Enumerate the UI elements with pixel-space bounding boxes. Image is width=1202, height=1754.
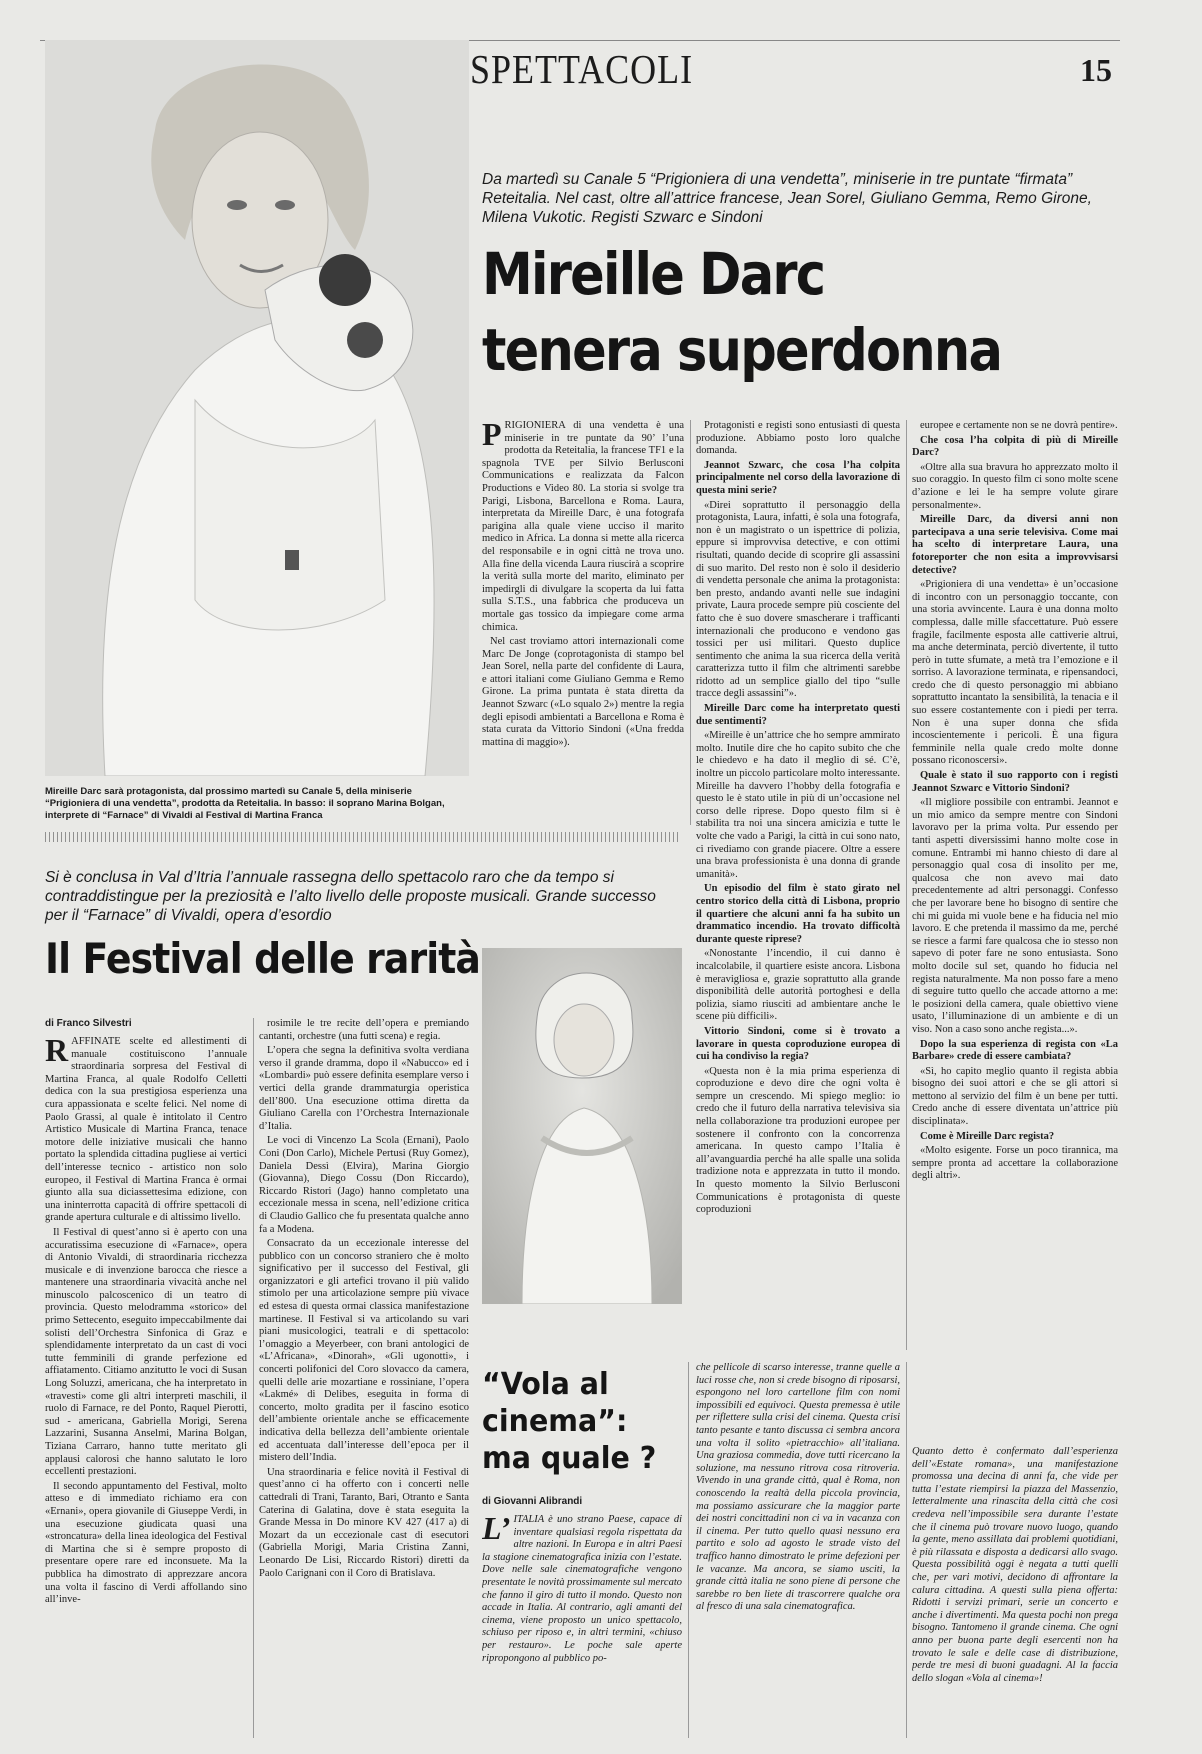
marina-bolgan-photo bbox=[482, 948, 682, 1304]
article-paragraph bbox=[912, 1145, 1118, 1183]
article1-headline-line1: Mireille Darc bbox=[482, 240, 825, 308]
article-paragraph bbox=[912, 579, 1118, 768]
article-paragraph bbox=[259, 1238, 469, 1465]
paragraph-text: Il secondo appuntamento del Festival, molto atteso e di immediato richiamo era con «Ernani», opera giovanile di Giuseppe Verdi, in una esecuzione giudicata quasi una «stroncatura» della linea ideologica del Festival di Martina che si è sempre proposto di presentare opere rare ed inconsuete. Ma la pubblica ha dimostrato di apprezzare ancora una volta il fascino di Verdi affollando sino all’inve- bbox=[45, 1480, 247, 1606]
column-rule bbox=[690, 420, 691, 825]
article-paragraph bbox=[259, 1135, 469, 1236]
article-paragraph bbox=[482, 420, 684, 634]
column-rule bbox=[253, 1018, 254, 1738]
paragraph-text: rosimile le tre recite dell’opera e premiando cantanti, orchestre (una futti scena) e regia. bbox=[259, 1018, 469, 1042]
column-rule bbox=[906, 420, 907, 1350]
article1-column-1 bbox=[482, 420, 684, 825]
article3-paragraph: che pellicole di scarso interesse, tranne quelle a luci rosse che, non si crede bisogno di riposarsi, espongono nel loro cartellone film con nomi impossibili ed equivoci. Questa premessa è utile per riflettere sulla crisi del cinema. Questa crisi tanto pesante e tanto discussa ci sembra ancora una volta il solito «pietracchio» all’italiana. Una graziosa commedia, dove tutti ricercano la soluzione, ma nessuno ritrova cosa ritroveria. Vivendo in una grande città, qual è Roma, non conoscendo la realtà della piccola provincia, ma possiamo assicurare che la maggior parte dei nostri concittadini non ci va in vacanza con il cinema. Per tutto quello quasi nessuno era partito e solo ad agosto le strade visto del traffico hanno dimostrato le prime defezioni per le vacanze. Ma ancora, se siamo usciti, la grande città italia ne sono piene di persone che sarebbe ro ben liete di trascorrere qualche ora al fresco di una sala cinematografica. bbox=[696, 1362, 900, 1613]
mireille-darc-photo bbox=[45, 40, 469, 776]
article-paragraph bbox=[696, 948, 900, 1024]
paragraph-text: «Questa non è la mia prima esperienza di coproduzione e devo dire che ogni volta è sempre un crescendo. Mi spiego meglio: io credo che il futuro della narrativa televisiva sia nella collaborazione tra produzioni europee per sostenere il confronto con la concorrenza americana. In questo campo l’Italia è all’avanguardia perché ha alle spalle una solida tradizione nota e apprezzata in tutto il mondo. In questo momento la Silvio Berlusconi Communications è protagonista di queste coproduzioni bbox=[696, 1065, 900, 1216]
article3-column-2 bbox=[696, 1362, 900, 1738]
paragraph-text: RIGIONIERA di una vendetta è una miniserie in tre puntate da 90’ l’una prodotta da Reteitalia, la francese TF1 e la spagnola TVE per Silvio Berlusconi Communications e realizzata da Falcon Productions e Video 80. La storia si svolge tra Parigi, Lisbona, Barcellona e Roma. Laura, interpretata da Mireille Darc, è una fotografa parigina alla quale viene ucciso il marito medico in Africa. La donna si mette alla ricerca del responsabile e in ogni città ne trova uno. Alla fine della vicenda Laura riuscirà a scoprire la verità sulla morte del marito, eliminato per impedirgli di divulgare la scoperta da lui fatta sulla S.T.S., una fabbrica che produceva un mortale gas tossico da impiegare come arma chimica. bbox=[482, 420, 684, 633]
paragraph-text: «Nonostante l’incendio, il cui danno è incalcolabile, il quartiere esiste ancora. Lisbona è meravigliosa e, grazie soprattutto alla grande disponibilità delle autorità portoghesi e della polizia, siamo riusciti ad ambientare anche le scene più difficili». bbox=[696, 948, 900, 1023]
drop-cap: L’ bbox=[482, 1514, 511, 1546]
article-paragraph bbox=[912, 420, 1118, 433]
paragraph-text: Che cosa l’ha colpita di più di Mireille Darc? bbox=[912, 434, 1118, 459]
paragraph-text: «Il migliore possibile con entrambi. Jeannot e un mio amico da sempre mentre con Sindoni lavoravo per la prima volta. Pur essendo per tanti aspetti diversissimi hanno molte cose in comune. Entrambi mi hanno chiesto di dare al personaggio qual cosa di insolito per me, qualcosa che non avevo mai dato precedentemente ad altri personaggi. Confesso che per lavorare bene ho bisogno di sentire che chi mi guida mi vuole bene e ha fiducia nel mio lavoro. E che pretenda il massimo da me, perché se riesce a farmi fare qualcosa che io stesso non sapevo di poter fare ne sono entusiasta. Sono molto docile sul set, quando ho fiducia nel regista naturalmente. Ma non posso fare a meno di seguire tutto quello che accade attorno a me: le posizioni della camera, quale obiettivo viene usato, l’illuminazione di un ambiente e di un viso. Non a caso sono anche regista...». bbox=[912, 797, 1118, 1035]
paragraph-text: «Molto esigente. Forse un poco tirannica, ma sempre pronta ad accettare la collaborazione degli altri». bbox=[912, 1145, 1118, 1182]
article-paragraph bbox=[259, 1018, 469, 1043]
paragraph-text: «Sì, ho capito meglio quanto il regista abbia bisogno dei suoi attori e che se gli attori si mettono al servizio del film è un bene per tutti. Credo anche di essere diventata un’attrice più disciplinata». bbox=[912, 1065, 1118, 1128]
article1-headline bbox=[482, 236, 1001, 388]
paragraph-text: europee e certamente non se ne dovrà pentire». bbox=[920, 420, 1118, 431]
article-paragraph bbox=[45, 1227, 247, 1479]
article1-kicker: Da martedì su Canale 5 “Prigioniera di una vendetta”, miniserie in tre puntate “firmata” Reteitalia. Nel cast, oltre all’attrice francese, Jean Sorel, Giuliano Gemma, Remo Girone, Milena Vukotic. Registi Szwarc e Sindoni bbox=[482, 171, 1092, 226]
article3-text: ITALIA è uno strano Paese, capace di inventare qualsiasi regola rispettata da altre nazioni. In Europa e in altri Paesi la stagione cinematografica inizia con l’estate. Dove nelle sale cinematografiche vengono presentate le novità prossimamente sul mercato che fanno il giro di tutto il mondo. Questo non accade in Italia. Al contrario, agli amanti del cinema, viene proposto un unico spettacolo, schiuso per riposo e, in altri termini, «chiuso per restauro». Le poche sale aperte ripropongono al pubblico po- bbox=[482, 1514, 682, 1664]
paragraph-text: Il Festival di quest’anno si è aperto con una accuratissima esecuzione di «Farnace», opera di Antonio Vivaldi, di straordinaria ricchezza musicale e di invenzione barocca che riesce a mantenere una straordinaria vivacità anche nel minuscolo palcoscenico di un teatro di provincia. Questo melodramma «storico» del primo Settecento, eseguito impeccabilmente dai solisti dell’Orchestra Sinfonica di Graz e splendidamente interpretato da un cast di voci tutte femminili di grande perfezione ed affiatamento. Citiamo anzitutto le voci di Susan Long Soluzzi, americana, che ha interpretato in «travesti» come gli altri interpreti maschili, il ruolo di Farnace, re del Ponto, Raquel Pierotti, sud - americana, Gabriella Morigi, Serena Lazzarini, Susanna Anselmi, Marina Bolgan, Tiziana Carraro, hanno tutte meritato gli applausi calorosi che hanno salutato le loro eccellenti prestazioni. bbox=[45, 1226, 247, 1478]
article2-column-2 bbox=[259, 1018, 469, 1738]
interview-question bbox=[912, 1039, 1118, 1064]
column-rule bbox=[906, 1362, 907, 1738]
interview-question bbox=[696, 883, 900, 946]
article3-paragraph: Quanto detto è confermato dall’esperienza dell’«Estate romana», una manifestazione promossa una decina di anni fa, che vide per tutta l’estate riempirsi la piazza del Massenzio, letteralmente una rinascita della città che così credeva nell’impossibile sera durante l’estate che il cinema può trovare nuovo luogo, quando la gente, meno assillata dai problemi quotidiani, è più rilassata e disposta a dedicarsi allo svago. Questa possibilità oggi è negata a tutti quelli che, per vari motivi, decidono di affrontare la calura cittadina. A questi sulla piena offerta: Ridotti i servizi primari, serie un concerto e anche i divertimenti. Ma questa pochi non prega bisogno. Tantomeno il grande cinema. Che ogni anno per buona parte degli esercenti non ha trovato le sale e delle case di distribuzione, perde tre mesi di buoni guadagni. Al la faccia dello slogan «Vola al cinema»! bbox=[912, 1446, 1118, 1684]
article2-headline: Il Festival delle rarità bbox=[45, 934, 481, 983]
drop-cap: R bbox=[45, 1036, 69, 1068]
article3-paragraph bbox=[482, 1514, 682, 1665]
paragraph-text: Mireille Darc come ha interpretato questi due sentimenti? bbox=[696, 703, 900, 727]
paragraph-text: Come è Mireille Darc regista? bbox=[920, 1130, 1055, 1142]
page-number: 15 bbox=[1080, 52, 1112, 88]
interview-question bbox=[696, 703, 900, 728]
article-paragraph bbox=[482, 636, 684, 749]
article-paragraph bbox=[45, 1481, 247, 1607]
photo-caption: Mireille Darc sarà protagonista, dal prossimo martedì su Canale 5, della miniserie “Prigioniera di una vendetta”, prodotta da Reteitalia. In basso: il soprano Marina Bolgan, interprete di “Farnace” di Vivaldi al Festival di Martina Franca bbox=[45, 786, 445, 821]
article1-column-2 bbox=[696, 420, 900, 1350]
paragraph-text: «Mireille è un’attrice che ho sempre ammirato molto. Inutile dire che ho capito subito che che le chiedevo e ha dato il meglio di sé. C’è, inoltre un piccolo particolare molto interessante. Mireille ha davvero l’hobby della fotografia e questo le è stato utile in più di un’occasione nel corso delle riprese. Dopo questo film si è stabilita tra noi una sincera amicizia e tutte le volte che vado a Parigi, la città in cui sono nato, ci rivediamo con grande piacere. Oltre a essere una brava professionista è una donna di grande umanità». bbox=[696, 730, 900, 880]
interview-question bbox=[696, 1026, 900, 1064]
drop-cap: P bbox=[482, 420, 502, 452]
paragraph-text: AFFINATE scelte ed allestimenti di manuale costituiscono l’annuale straordinaria sorpresa del Festival di Martina Franca, al quale Rodolfo Celletti dedica con la sua prestigiosa esperienza una cura appassionata e scelte felici. Nel nome di Paolo Grassi, al quale è intitolato il Centro Artistico Musicale di Martina Franca, tenace motore delle iniziative musicali che hanno portato la splendida cittadina pugliese ai vertici dell’interesse tecnico - artistico non solo europeo, il Festival di Martina Franca è ormai giunto alla sua diciassettesima edizione, con una ininterrotta capacità di offrire spettacoli di grande apertura culturale e di altissimo livello. bbox=[45, 1036, 247, 1224]
paragraph-text: Nel cast troviamo attori internazionali come Marc De Jonge (coprotagonista di stampo bel Jean Sorel, nella parte del confidente di Laura, e attori italiani come Giuliano Gemma e Remo Girone. La prima puntata è stata diretta da Jeannot Szwarc («Lo squalo 2») mentre la regia degli episodi ambientati a Barcellona e Roma è stata curata da Vittorio Sindoni («Una fredda mattina di maggio»). bbox=[482, 636, 684, 748]
article-paragraph bbox=[259, 1045, 469, 1133]
article-paragraph bbox=[696, 1066, 900, 1217]
hatched-divider bbox=[45, 832, 680, 842]
paragraph-text: «Direi soprattutto il personaggio della protagonista, Laura, infatti, è sola una fotografa, non è un magistrato o un ispettrice di polizia, eppure si improvvisa detective, e con ottimi risultati, quando decide di scoprire gli assassini di suo marito. Del resto non è solo il desiderio di vendetta personale che anima la protagonista: ben presto, andando avanti nelle sue indagini private, Laura procede sempre più cosciente del fatto che è suo dovere smascherare i trafficanti internazionali che producono e vendono gas tossici per usi militari. Questo duplice sentimento che anima la sua ricerca della verità caratterizza tutto il film che altrimenti sarebbe ridotto ad un semplice giallo del tipo “sulle tracce degli assassini”». bbox=[696, 499, 900, 700]
paragraph-text: Un episodio del film è stato girato nel centro storico della città di Lisbona, proprio il quartiere che alcuni anni fa ha subito un drammatico incendio. Ha trovato difficoltà durante queste riprese? bbox=[696, 883, 900, 945]
article1-headline-line2: tenera superdonna bbox=[482, 316, 1002, 384]
paragraph-text: Protagonisti e registi sono entusiasti di questa produzione. Abbiamo posto loro qualche domanda. bbox=[696, 420, 900, 457]
article2-column-1 bbox=[45, 1036, 247, 1738]
article2-kicker: Si è conclusa in Val d’Itria l’annuale rassegna dello spettacolo raro che da tempo si contraddistingue per la preziosità e l’alto livello delle proposte musicali. Grande successo per il “Farnace” di Vivaldi, opera d’esordio bbox=[45, 869, 656, 924]
article-paragraph bbox=[912, 797, 1118, 1036]
article2-byline: di Franco Silvestri bbox=[45, 1018, 132, 1029]
interview-question bbox=[912, 1131, 1118, 1144]
article3-byline: di Giovanni Alibrandi bbox=[482, 1496, 583, 1507]
interview-question bbox=[912, 514, 1118, 577]
paragraph-text: «Prigioniera di una vendetta» è un’occasione di incontro con un personaggio toccante, con una storia avvincente. Laura è una donna molto complessa, dalle mille sfaccettature. Può essere fragile, facilmente esposta alle cattiverie altrui, ma anche determinata, perciò divertente, il tutto però in tutte sfumate, a metà tra l’emozione e il sorriso. A lavorazione terminata, e ripensandoci, credo che di questo personaggio mi abbiano soprattutto incantato la sensibilità, la tenacia e il suo essere costantemente con i piedi per terra. Non è una super donna che sfida incoscientemente i pericoli. È una figura femminile nella quale credo molte donne possano riconoscersi». bbox=[912, 579, 1118, 767]
interview-question bbox=[912, 770, 1118, 795]
article3-column-3 bbox=[912, 1446, 1118, 1738]
article-paragraph bbox=[912, 462, 1118, 512]
section-title: SPETTACOLI bbox=[470, 46, 694, 92]
paragraph-text: L’opera che segna la definitiva svolta verdiana verso il grande dramma, dopo il «Nabucco» ed i «Lombardi» può essere definita esemplare verso i vertici della grande drammaturgia operistica dell’800. Una esecuzione ottima diretta da Giuliano Carella con l’Orchestra Internazionale d’Italia. bbox=[259, 1045, 469, 1132]
article3-headline: “Vola al cinema”: ma quale ? bbox=[482, 1367, 657, 1476]
paragraph-text: Vittorio Sindoni, come si è trovato a lavorare in questa coproduzione europea di cui ha condiviso la regia? bbox=[696, 1025, 900, 1063]
article-paragraph bbox=[696, 730, 900, 881]
column-rule bbox=[688, 1362, 689, 1738]
article1-column-3 bbox=[912, 420, 1118, 1440]
paragraph-text: Quale è stato il suo rapporto con i registi Jeannot Szwarc e Vittorio Sindoni? bbox=[912, 770, 1118, 794]
paragraph-text: «Oltre alla sua bravura ho apprezzato molto il suo coraggio. In questo film ci sono molte scene d’azione e lei le ha sempre volute girare personalmente». bbox=[912, 461, 1118, 511]
article-paragraph bbox=[696, 500, 900, 702]
article-paragraph bbox=[696, 420, 900, 458]
paragraph-text: Dopo la sua esperienza di regista con «La Barbare» crede di essere cambiata? bbox=[912, 1038, 1118, 1063]
interview-question bbox=[912, 435, 1118, 460]
article3-column-1 bbox=[482, 1514, 682, 1738]
paragraph-text: Consacrato da un eccezionale interesse del pubblico con un concorso straniero che è molto significativo per il successo del Festival, gli organizzatori e gli artefici trovano il più valido stimolo per una articolazione sempre più vivace ed estesa di questa ormai classica manifestazione martinese. Il Festival si va articolando su vari piani musicologici, teatrali e di spettacolo: l’omaggio a Meyerbeer, con brani antologici de «L’Africana», «Dinorah», «Gli ugonotti», i concerti polifonici del Coro slovacco da camera, quelli delle arie mozartiane e rossiniane, l’opera «Lakmé» di Delibes, eseguita in forma di concerto, molto gradita per il fascino esotico dell’ambiente orientale anche se efficacemente indicativa della bellezza dell’ambiente orientale ed accentuata dall’interesse dell’epoca per il mistero dell’India. bbox=[259, 1238, 469, 1464]
interview-question bbox=[696, 460, 900, 498]
paragraph-text: Mireille Darc, da diversi anni non partecipava a una serie televisiva. Come mai ha scelto di interpretare Laura, una fotoreporter che non esita a improvvisarsi detective? bbox=[912, 514, 1118, 576]
paragraph-text: Una straordinaria e felice novità il Festival di quest’anno ci ha offerto con i concerti nelle cattedrali di Trani, Taranto, Bari, Otranto e Santa Caterina di Galatina, dove è stata eseguita la Grande Messa in Do minore KV 427 (417 a) di Mozart da un eccezionale cast di esecutori (Gabriella Morigi, Maria Cristina Zanni, Leonardo De Lisi, Riccardo Ristori) diretti da Paolo Carignani con il Coro di Bratislava. bbox=[259, 1466, 469, 1579]
paragraph-text: Le voci di Vincenzo La Scola (Ernani), Paolo Coni (Don Carlo), Michele Pertusi (Ruy Gomez), Daniela Dessì (Elvira), Marina Giorgio (Giovanna), Diego Cossu (Don Riccardo), Riccardo Ristori (Jago) hanno completato una eccezionale messa in scena, nell’edizione critica di Claudio Gallico che fu presentata qualche anno fa a Modena. bbox=[259, 1135, 469, 1235]
article-paragraph bbox=[912, 1066, 1118, 1129]
article-paragraph bbox=[45, 1036, 247, 1225]
article-paragraph bbox=[259, 1467, 469, 1580]
paragraph-text: Jeannot Szwarc, che cosa l’ha colpita principalmente nel corso della lavorazione di questa mini serie? bbox=[696, 459, 900, 496]
